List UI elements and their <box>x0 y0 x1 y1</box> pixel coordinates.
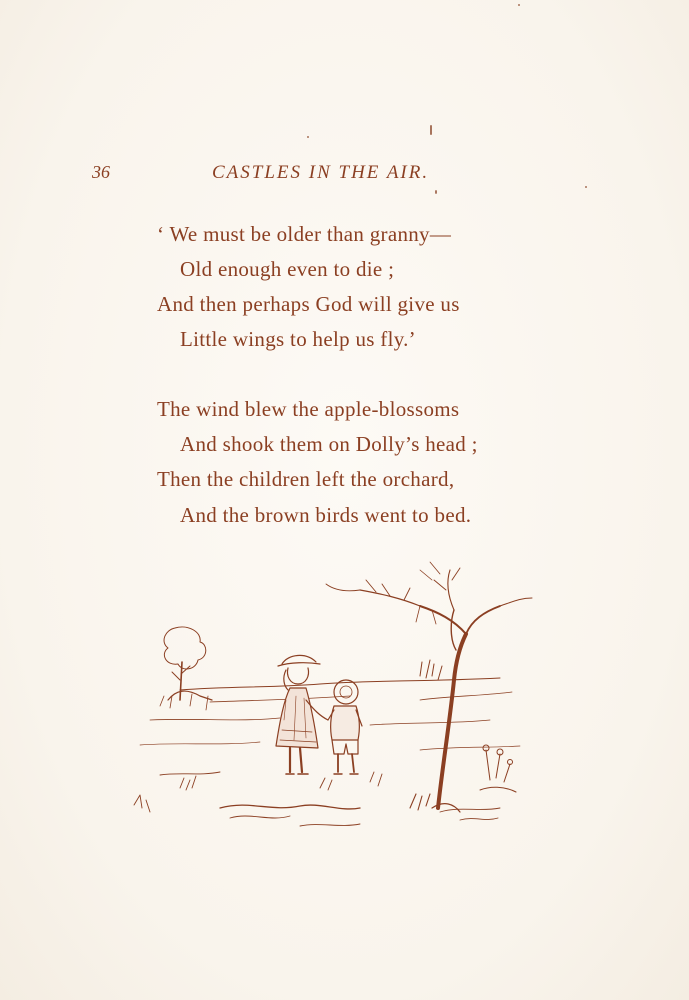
poem-line: Little wings to help us fly.’ <box>180 327 416 351</box>
running-head: CASTLES IN THE AIR. <box>212 162 430 183</box>
girl-figure <box>276 655 328 774</box>
poem-line: Then the children left the orchard, <box>157 467 455 491</box>
print-speck <box>518 4 520 6</box>
landscape <box>140 678 520 750</box>
ground-grass <box>134 772 500 826</box>
boy-figure <box>328 680 362 774</box>
poem-line: And the brown birds went to bed. <box>180 503 472 527</box>
poem-line: ‘ We must be older than granny— <box>157 222 452 246</box>
poem-line: And shook them on Dolly’s head ; <box>180 432 478 456</box>
poem-line: The wind blew the apple-blossoms <box>157 397 460 421</box>
print-speck <box>307 136 309 138</box>
poem-line: And then perhaps God will give us <box>157 292 460 316</box>
print-speck <box>435 190 437 194</box>
small-tree-left <box>160 627 212 710</box>
print-speck <box>430 125 432 135</box>
print-speck <box>585 186 587 188</box>
children-under-tree-illustration <box>120 550 540 840</box>
poem-line: Old enough even to die ; <box>180 257 395 281</box>
page-number: 36 <box>92 162 110 182</box>
